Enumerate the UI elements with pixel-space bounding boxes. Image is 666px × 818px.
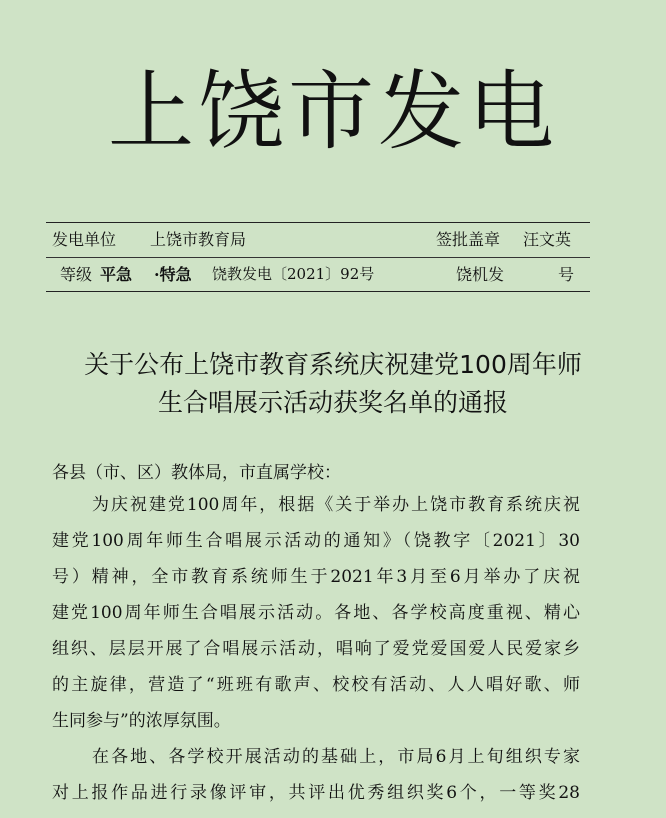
paragraph-2-line-1: 在各地、各学校开展活动的基础上，市局6月上旬组织专家 [92,747,580,767]
document-number: 饶教发电〔2021〕92号 [212,265,375,283]
level-label: 等级 [60,265,93,284]
salutation: 各县（市、区）教体局，市直属学校： [52,463,341,483]
telegram-info-table [46,222,590,292]
sign-label: 签批盖章 [436,230,501,249]
info-row-sender [46,223,590,257]
document-title-line-1: 关于公布上饶市教育系统庆祝建党100周年师 [84,350,582,379]
telegram-header-title: 上饶市发电 [108,62,558,162]
machine-suffix: 号 [558,265,575,284]
paragraph-1-line-5: 组织、层层开展了合唱展示活动，唱响了爱党爱国爱人民爱家乡 [52,639,580,659]
document-title-line-2: 生合唱展示活动获奖名单的通报 [157,388,508,417]
level-value: 平急 [100,265,133,284]
paragraph-1-line-6: 的主旋律，营造了“班班有歌声、校校有活动、人人唱好歌、师 [52,675,580,695]
sign-value: 汪文英 [523,230,572,249]
paragraph-1-line-3: 号）精神，全市教育系统师生于2021年3月至6月举办了庆祝 [52,567,580,587]
machine-label: 饶机发 [456,265,505,284]
paragraph-1-line-4: 建党100周年师生合唱展示活动。各地、各学校高度重视、精心 [52,603,580,623]
sender-value: 上饶市教育局 [150,230,247,249]
paragraph-1-line-7: 生同参与”的浓厚氛围。 [52,711,231,731]
special-urgent: ·特急 [154,265,192,284]
info-row-level [46,257,590,291]
paragraph-1-line-2: 建党100周年师生合唱展示活动的通知》（饶教字〔2021〕30 [52,531,580,551]
paragraph-2-line-2: 对上报作品进行录像评审，共评出优秀组织奖6个，一等奖28 [52,783,580,803]
sender-label: 发电单位 [52,230,117,249]
document-title [40,346,626,422]
paragraph-1-line-1: 为庆祝建党100周年，根据《关于举办上饶市教育系统庆祝 [92,495,580,515]
